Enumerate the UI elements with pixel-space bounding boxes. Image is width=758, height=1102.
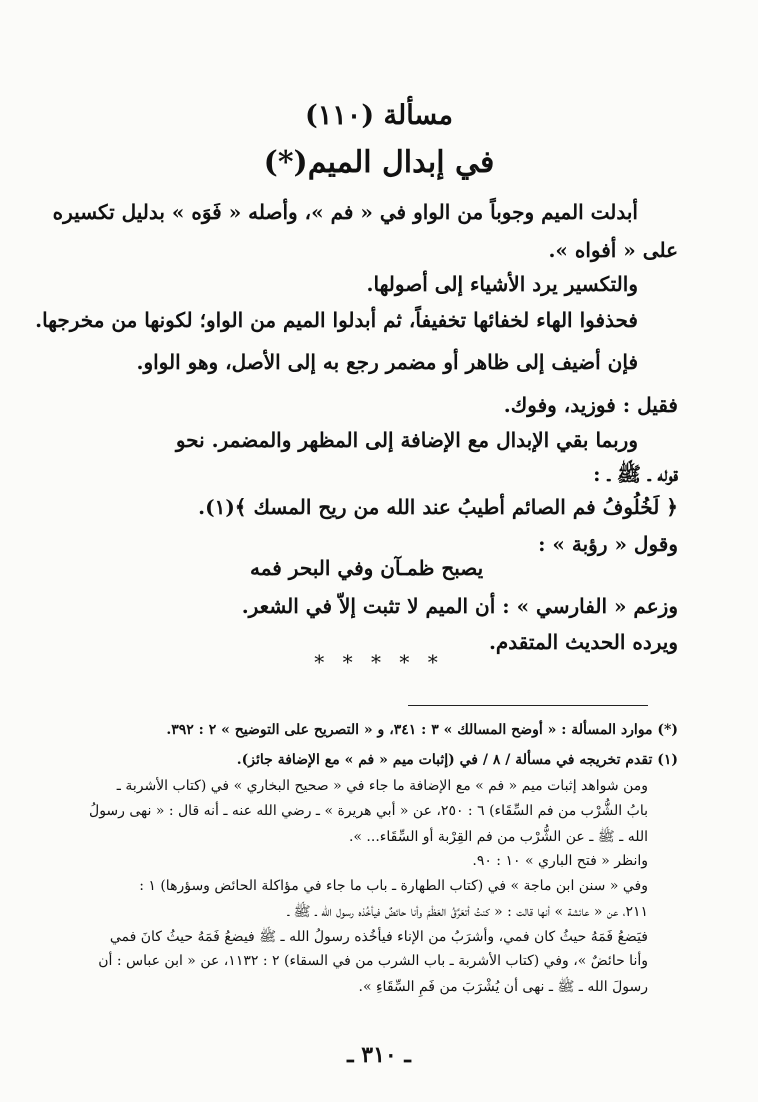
poetry-verse: يصبح ظمـآن وفي البحر فمه — [250, 556, 484, 580]
body-line: فحذفوا الهاء لخفائها تخفيفاً، ثم أبدلوا الميم من الواو؛ لكونها من مخرجها. — [35, 308, 638, 332]
body-line: على « أفواه ». — [548, 238, 678, 262]
hadith-quote: ﴿ لَخُلُوفُ فم الصائم أطيبُ عند الله من ريح المسك ﴾(١). — [198, 495, 678, 519]
issue-number-heading: مسألة (١١٠) — [305, 100, 453, 131]
body-line: فإن أضيف إلى ظاهر أو مضمر رجع به إلى الأصل، وهو الواو. — [136, 350, 638, 374]
body-line: وزعم « الفارسي » : أن الميم لا تثبت إلاّ في الشعر. — [241, 594, 678, 618]
footnote-separator — [408, 705, 648, 706]
page-number: ـ ٣١٠ ـ — [347, 1042, 411, 1068]
body-line: فقيل : فوزيد، وفوك. — [503, 393, 678, 417]
footnote-line: ٢١١، عن « عائشة » أنها قالت : « كنتُ أتعَرَّقُ العَظْمَ وأنا حائضٌ فيأخُذه رسول الله ـ ﷺ ـ — [287, 904, 648, 920]
body-line: وقول « رؤبة » : — [538, 532, 678, 556]
issue-subject-heading: في إبدال الميم(*) — [263, 145, 495, 180]
footnote-line: ومن شواهد إثبات ميم « فم » مع الإضافة ما جاء في « صحيح البخاري » في (كتاب الأشربة ـ — [116, 778, 648, 794]
body-line: ويرده الحديث المتقدم. — [488, 630, 678, 654]
section-divider-stars: * * * * * — [314, 650, 444, 674]
footnote-line: وأنا حائضٌ »، وفي (كتاب الأشربة ـ باب الشرب من في السقاء) ٢ : ١١٣٢، عن « ابن عباس : أن — [98, 953, 648, 969]
body-line: أبدلت الميم وجوباً من الواو في « فم »، وأصله « فَوَه » بدليل تكسيره — [52, 200, 638, 224]
footnote-line: رسولَ الله ـ ﷺ ـ نهى أن يُشْرَبَ من فَمِ السِّقَاءِ ». — [358, 979, 648, 995]
footnote-line: (*) موارد المسألة : « أوضح المسالك » ٣ : ٣٤١، و « التصريح على التوضيح » ٢ : ٣٩٢. — [166, 722, 678, 738]
footnote-line: وانظر « فتح الباري » ١٠ : ٩٠. — [472, 853, 648, 869]
footnote-line: الله ـ ﷺ ـ عن الشُّرْب من فم القِرْبة أو السِّقَاء... ». — [348, 829, 648, 845]
footnote-line: بابُ الشُّرْب من فم السِّقَاء) ٦ : ٢٥٠، عن « أبي هريرة » ـ رضي الله عنه ـ أنه قال : « نهى رسولُ — [89, 803, 648, 819]
body-line: وربما بقي الإبدال مع الإضافة إلى المظهر والمضمر. نحو — [175, 428, 638, 452]
footnote-line: فيَضعُ فَمَهُ حيثُ كان فمي، وأشرَبُ من الإناء فيأخُذه رسولُ الله ـ ﷺ فيضعُ فَمَهُ حيثُ كانَ فمي — [109, 929, 648, 945]
body-line: والتكسير يرد الأشياء إلى أصولها. — [366, 272, 638, 296]
footnote-line: (١) تقدم تخريجه في مسألة / ٨ / في (إثبات ميم « فم » مع الإضافة جائز). — [236, 752, 678, 768]
footnote-line: وفي « سنن ابن ماجة » في (كتاب الطهارة ـ باب ما جاء في مؤاكلة الحائض وسؤرها) ١ : — [139, 878, 648, 894]
body-line: قوله ـ ﷺ ـ : — [593, 462, 678, 486]
